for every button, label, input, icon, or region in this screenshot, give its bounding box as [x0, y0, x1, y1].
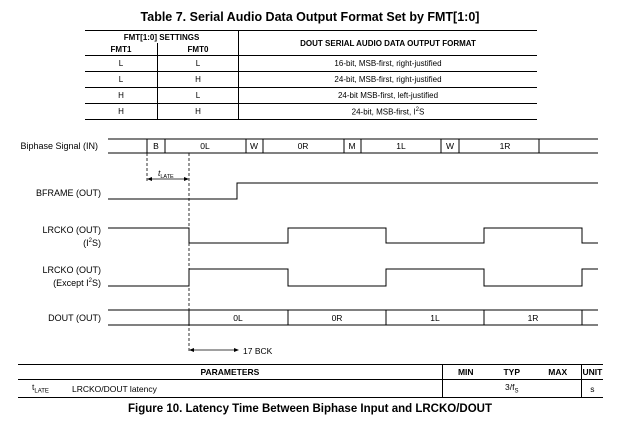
dout-segment: 1L	[430, 313, 440, 323]
typ-header: TYP	[489, 365, 535, 380]
dout-bus	[108, 310, 598, 325]
reference-lines	[147, 153, 189, 353]
table-row	[18, 380, 603, 398]
param-max	[535, 380, 582, 398]
lrcko-i2s-sub-sup: 2	[88, 238, 92, 244]
param-symbol	[18, 380, 72, 398]
param-typ-main: 3/f	[505, 382, 515, 393]
format-end: S	[419, 107, 425, 117]
min-header: MIN	[442, 365, 489, 380]
format-header: DOUT SERIAL AUDIO DATA OUTPUT FORMAT	[239, 31, 538, 56]
fmt0-cell: L	[158, 88, 239, 104]
figure-caption: Figure 10. Latency Time Between Biphase Input and LRCKO/DOUT	[127, 403, 492, 415]
biphase-segment: M	[348, 141, 356, 151]
fmt0-header: FMT0	[158, 43, 239, 56]
param-typ	[489, 380, 535, 398]
fmt1-cell: L	[85, 56, 158, 72]
lrcko-except-sub-pre: (Except I	[53, 278, 89, 288]
dout-segment: 0L	[233, 313, 243, 323]
dout-segment: 0R	[331, 313, 343, 323]
bck-arrow	[189, 348, 239, 352]
fmt1-cell: H	[85, 88, 158, 104]
fmt1-cell: L	[85, 72, 158, 88]
biphase-segment: 1L	[396, 141, 406, 151]
lrcko-except-waveform	[108, 269, 598, 286]
biphase-segment: W	[445, 141, 455, 151]
fmt0-cell: H	[158, 104, 239, 120]
lrcko-except-label-main: LRCKO (OUT)	[42, 265, 101, 275]
settings-header: FMT[1:0] SETTINGS	[85, 31, 239, 44]
param-unit: s	[581, 380, 603, 398]
tlate-sub: LATE	[160, 174, 174, 180]
lrcko-except-sub-sup: 2	[88, 278, 92, 284]
biphase-segment: B	[153, 141, 159, 151]
unit-header: UNIT	[581, 365, 603, 380]
biphase-segment: W	[249, 141, 259, 151]
bframe-waveform	[108, 183, 598, 199]
bck-label: 17 BCK	[243, 346, 273, 356]
param-description: LRCKO/DOUT latency	[72, 380, 442, 398]
lrcko-i2s-waveform	[108, 228, 598, 243]
format-text: 24-bit, MSB-first, I	[351, 107, 416, 117]
bframe-label: BFRAME (OUT)	[36, 188, 101, 198]
biphase-segment: 0R	[297, 141, 309, 151]
format-cell: 24-bit, MSB-first, right-justified	[239, 72, 538, 88]
fmt1-header: FMT1	[110, 44, 132, 54]
tlate-main: t	[158, 168, 161, 178]
lrcko-i2s-sub-pre: (I	[83, 238, 89, 248]
param-symbol-main: t	[32, 382, 35, 393]
lrcko-except-sub-post: S)	[92, 278, 101, 288]
format-sup: 2	[415, 106, 419, 113]
biphase-segment: 1R	[499, 141, 511, 151]
biphase-segment: 0L	[200, 141, 210, 151]
fmt1-cell: H	[85, 104, 158, 120]
format-cell: 16-bit, MSB-first, right-justified	[239, 56, 538, 72]
dout-label: DOUT (OUT)	[48, 313, 101, 323]
param-min	[442, 380, 489, 398]
param-typ-sub: S	[514, 388, 519, 395]
parameters-table	[18, 364, 603, 398]
params-header: PARAMETERS	[18, 365, 442, 380]
lrcko-i2s-sub-post: S)	[92, 238, 101, 248]
format-cell: 24-bit MSB-first, left-justified	[239, 88, 538, 104]
table-title: Table 7. Serial Audio Data Output Format Set by FMT[1:0]	[140, 10, 480, 24]
dout-segment: 1R	[527, 313, 539, 323]
lrcko-i2s-label-main: LRCKO (OUT)	[42, 225, 101, 235]
biphase-label: Biphase Signal (IN)	[20, 141, 98, 151]
fmt0-cell: H	[158, 72, 239, 88]
fmt0-cell: L	[158, 56, 239, 72]
tlate-label	[158, 168, 174, 180]
param-symbol-sub: LATE	[34, 388, 49, 395]
max-header: MAX	[535, 365, 582, 380]
